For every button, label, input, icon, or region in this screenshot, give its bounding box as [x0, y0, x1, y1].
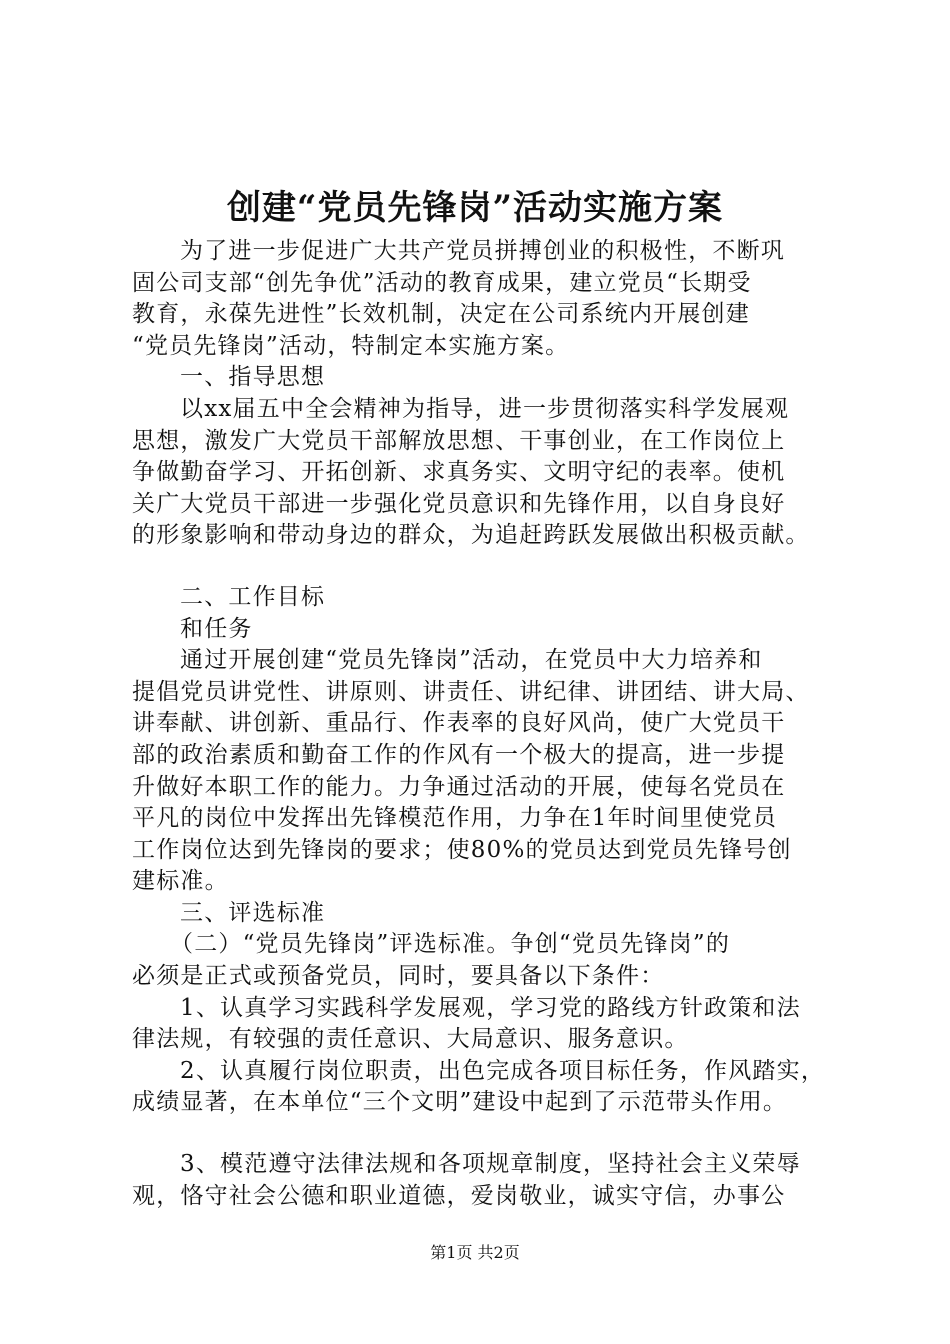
paragraph-line: “党员先锋岗”活动，特制定本实施方案。	[132, 332, 570, 359]
paragraph-line: 通过开展创建“党员先锋岗”活动，在党员中大力培养和	[180, 647, 763, 674]
document-body	[132, 236, 842, 1212]
paragraph-line: 教育，永葆先进性”长效机制，决定在公司系统内开展创建	[132, 301, 750, 328]
paragraph-line: 讲奉献、讲创新、重品行、作表率的良好风尚，使广大党员干	[132, 710, 786, 737]
paragraph-gap	[132, 1119, 842, 1149]
paragraph-line: 部的政治素质和勤奋工作的作风有一个极大的提高，进一步提	[132, 741, 786, 768]
page-footer: 第1页 共2页	[430, 1243, 520, 1262]
paragraph-line: 的形象影响和带动身边的群众，为追赶跨跃发展做出积极贡献。	[132, 522, 810, 549]
paragraph-line: 思想，激发广大党员干部解放思想、干事创业，在工作岗位上	[132, 427, 786, 454]
paragraph-gap	[132, 552, 842, 582]
paragraph-line: 争做勤奋学习、开拓创新、求真务实、文明守纪的表率。使机	[132, 459, 786, 486]
paragraph-line: 建标准。	[132, 868, 229, 895]
paragraph-line: 2、认真履行岗位职责，出色完成各项目标任务，作风踏实，	[180, 1057, 826, 1084]
paragraph-line: （二）“党员先锋岗”评选标准。争创“党员先锋岗”的	[170, 931, 731, 958]
paragraph-line: 3、模范遵守法律法规和各项规章制度，坚持社会主义荣辱	[180, 1151, 801, 1178]
document-title: 创建“党员先锋岗”活动实施方案	[226, 188, 724, 228]
paragraph-line: 为了进一步促进广大共产党员拼搏创业的积极性，不断巩	[180, 238, 785, 264]
paragraph-line: 提倡党员讲党性、讲原则、讲责任、讲纪律、讲团结、讲大局、	[132, 678, 810, 705]
paragraph-line: 升做好本职工作的能力。力争通过活动的开展，使每名党员在	[132, 773, 786, 800]
paragraph-line: 1、认真学习实践科学发展观，学习党的路线方针政策和法	[180, 994, 801, 1021]
paragraph-line: 固公司支部“创先争优”活动的教育成果，建立党员“长期受	[132, 269, 752, 296]
paragraph-line: 观，恪守社会公德和职业道德，爱岗敬业，诚实守信，办事公	[132, 1182, 786, 1209]
paragraph-line: 必须是正式或预备党员，同时，要具备以下条件：	[132, 963, 665, 990]
paragraph-line: 工作岗位达到先锋岗的要求；使80%的党员达到党员先锋号创	[132, 836, 792, 863]
section-heading: 和任务	[180, 615, 253, 642]
section-heading: 一、指导思想	[180, 364, 326, 391]
paragraph-line: 成绩显著，在本单位“三个文明”建设中起到了示范带头作用。	[132, 1089, 788, 1116]
paragraph-line: 以xx届五中全会精神为指导，进一步贯彻落实科学发展观	[180, 395, 790, 422]
paragraph-line: 律法规，有较强的责任意识、大局意识、服务意识。	[132, 1026, 689, 1053]
section-heading: 三、评选标准	[180, 899, 326, 926]
section-heading: 二、工作目标	[180, 583, 326, 610]
paragraph-line: 平凡的岗位中发挥出先锋模范作用，力争在1年时间里使党员	[132, 805, 778, 832]
paragraph-line: 关广大党员干部进一步强化党员意识和先锋作用，以自身良好	[132, 490, 786, 517]
